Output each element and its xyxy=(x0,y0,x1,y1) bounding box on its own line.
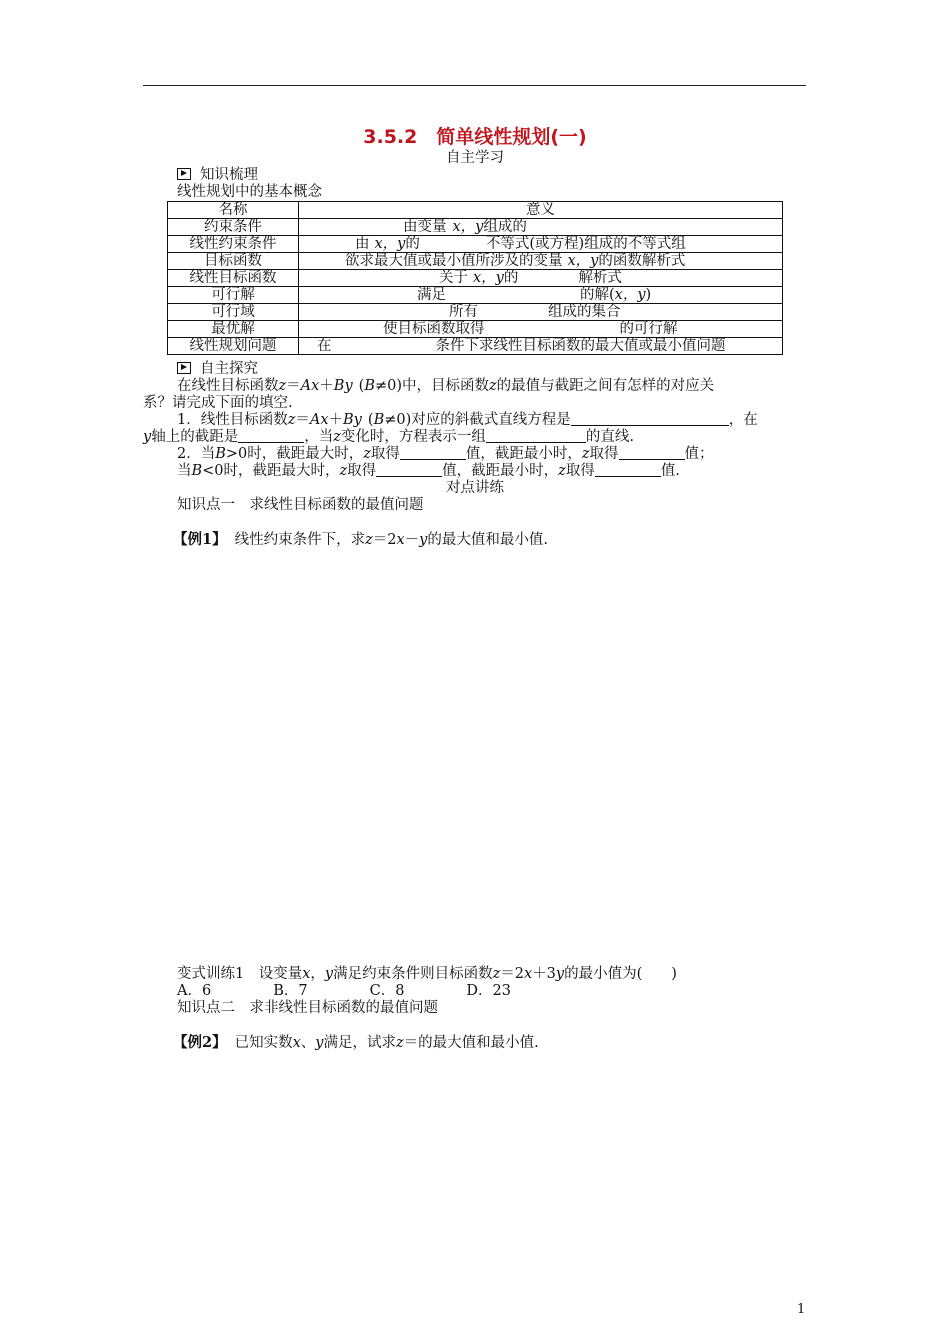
question-1-line2: y轴上的截距是 ，当z变化时，方程表示一组 的直线. xyxy=(143,429,634,445)
question-1-line1: 1．线性目标函数z＝Ax＋By (B≠0)对应的斜截式直线方程是 ，在 xyxy=(177,412,758,428)
table-row xyxy=(168,321,783,338)
answer-blank[interactable] xyxy=(571,412,729,426)
question-2-line1: 2．当B>0时，截距最大时，z取得 值，截距最小时，z取得 值； xyxy=(177,446,714,462)
section-self-study: 自主学习 xyxy=(446,150,504,166)
row-name: 线性规划问题 xyxy=(168,338,299,355)
option-b[interactable]: B．7 xyxy=(273,983,308,999)
explore-intro-line1: 在线性目标函数z＝Ax＋By (B≠0)中，目标函数z的最值与截距之间有怎样的对应关 xyxy=(177,378,715,394)
knowledge-heading: 知识梳理 xyxy=(177,167,258,184)
question-2-line2: 当B<0时，截距最大时，z取得 值，截距最小时，z取得 值. xyxy=(177,463,680,479)
option-c[interactable]: C．8 xyxy=(369,983,405,999)
row-name: 目标函数 xyxy=(168,253,299,270)
play-marker-icon xyxy=(177,362,191,374)
header-name: 名称 xyxy=(168,202,299,219)
row-meaning: 由变量 x，y组成的 xyxy=(299,219,783,236)
row-meaning: 在 条件下求线性目标函数的最大值或最小值问题 xyxy=(299,338,783,355)
row-meaning: 关于 x，y的 解析式 xyxy=(299,270,783,287)
explore-heading: 自主探究 xyxy=(177,361,258,378)
answer-blank[interactable] xyxy=(238,429,304,443)
row-name: 最优解 xyxy=(168,321,299,338)
answer-blank[interactable] xyxy=(486,429,586,443)
table-row xyxy=(168,236,783,253)
table-row xyxy=(168,304,783,321)
table-row xyxy=(168,287,783,304)
explore-intro-line2: 系？请完成下面的填空. xyxy=(143,395,293,411)
answer-blank[interactable] xyxy=(376,463,442,477)
example-1: 【例1】 线性约束条件下，求z＝2x－y的最大值和最小值. xyxy=(173,531,548,548)
table-row xyxy=(168,219,783,236)
variant-training-1: 变式训练1 设变量x，y满足约束条件则目标函数z＝2x＋3y的最小值为( ) xyxy=(177,966,677,982)
row-name: 约束条件 xyxy=(168,219,299,236)
table-row xyxy=(168,270,783,287)
knowledge-point-2: 知识点二 求非线性目标函数的最值问题 xyxy=(177,1000,438,1016)
row-meaning: 由 x，y的 不等式(或方程)组成的不等式组 xyxy=(299,236,783,253)
answer-options xyxy=(177,983,511,1000)
page-number: 1 xyxy=(797,1302,806,1317)
table-header-row xyxy=(168,202,783,219)
option-d[interactable]: D．23 xyxy=(466,983,511,999)
row-meaning: 使目标函数取得 的可行解 xyxy=(299,321,783,338)
row-name: 可行解 xyxy=(168,287,299,304)
row-name: 线性目标函数 xyxy=(168,270,299,287)
row-meaning: 满足 的解(x，y) xyxy=(299,287,783,304)
concepts-table xyxy=(167,201,783,355)
row-name: 可行域 xyxy=(168,304,299,321)
header-meaning: 意义 xyxy=(299,202,783,219)
option-a[interactable]: A．6 xyxy=(177,983,212,999)
header-rule xyxy=(143,85,806,86)
row-meaning: 欲求最大值或最小值所涉及的变量 x，y的函数解析式 xyxy=(299,253,783,270)
example-label: 【例1】 xyxy=(173,531,227,548)
page-title: 3.5.2 简单线性规划(一) xyxy=(363,126,587,148)
knowledge-point-1: 知识点一 求线性目标函数的最值问题 xyxy=(177,497,424,513)
table-caption: 线性规划中的基本概念 xyxy=(177,184,322,200)
row-name: 线性约束条件 xyxy=(168,236,299,253)
table-row xyxy=(168,253,783,270)
answer-blank[interactable] xyxy=(595,463,661,477)
section-practice: 对点讲练 xyxy=(446,480,504,496)
answer-blank[interactable] xyxy=(619,446,685,460)
table-row xyxy=(168,338,783,355)
row-meaning: 所有 组成的集合 xyxy=(299,304,783,321)
example-2: 【例2】 已知实数x、y满足，试求z＝的最大值和最小值. xyxy=(173,1034,539,1051)
example-label: 【例2】 xyxy=(173,1034,227,1051)
play-marker-icon xyxy=(177,168,191,180)
answer-blank[interactable] xyxy=(400,446,466,460)
